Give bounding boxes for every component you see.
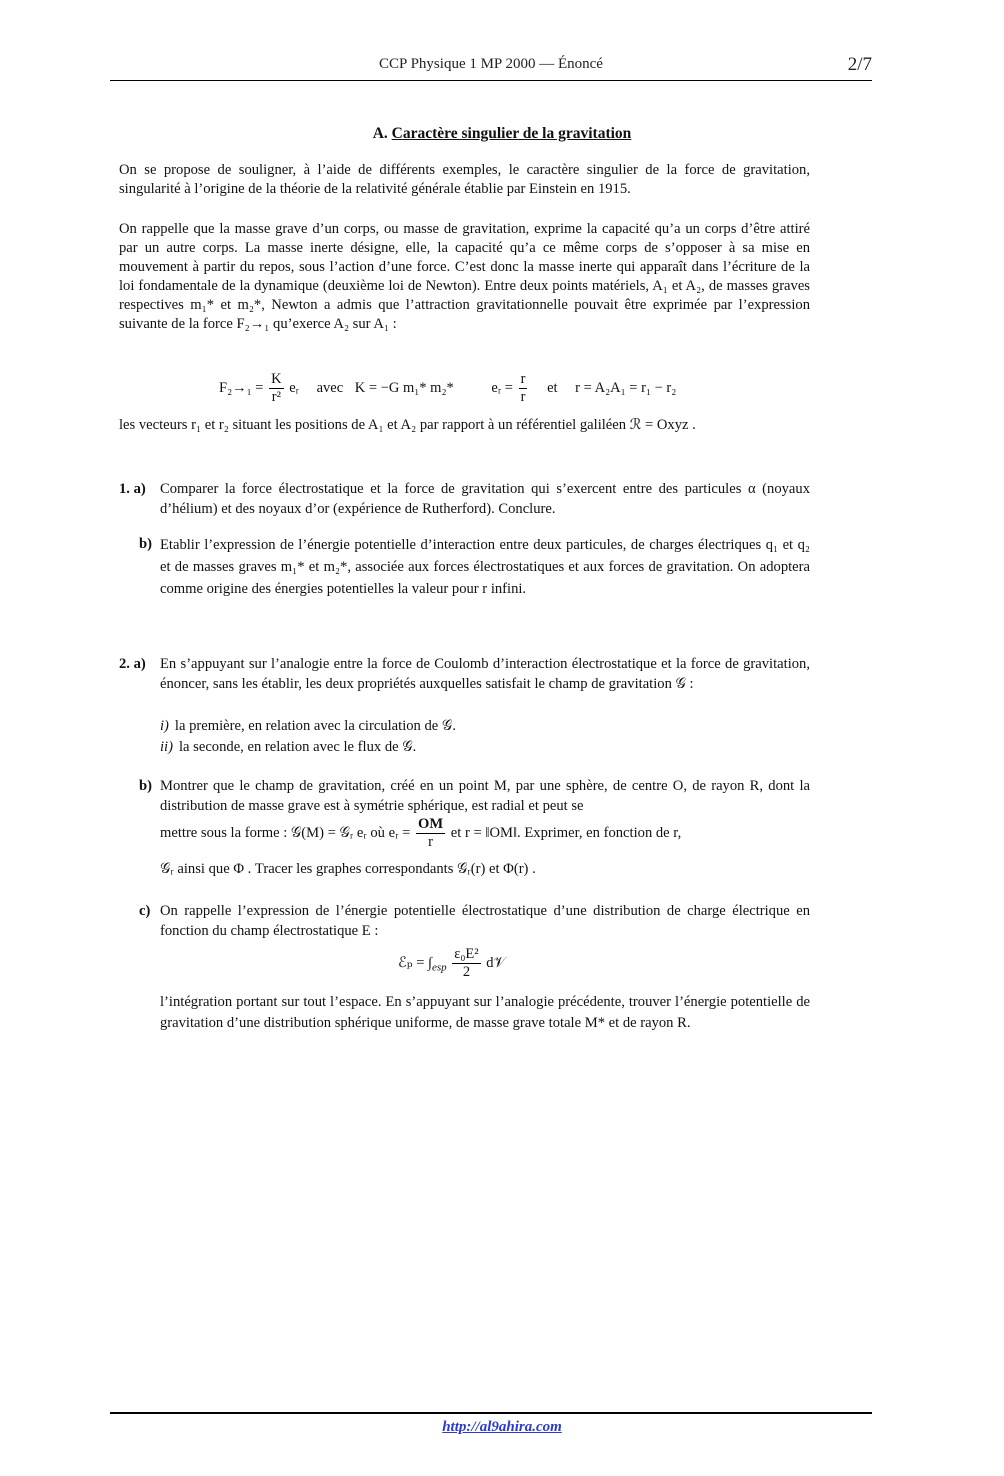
- question-2a-i: [160, 716, 456, 736]
- question-2c-label: c): [139, 903, 151, 919]
- intro-paragraph-2: On rappelle que la masse grave d’un corps, ou masse de gravitation, exprime la capacité qu’a un corps d’être attiré par un autre corps. La masse inerte désigne, elle, la capacité qu’a ce même corps de s’opposer à sa mise en mouvement à partir du repos, sous l’action d’une force. C’est donc la masse inerte qui apparaît dans l’écriture de la loi fondamentale de la dynamique (deuxième loi de Newton). Entre deux points matériels, A₁ et A₂, de masses graves respectives m₁* et m₂*, Newton a admis que l’attraction gravitationnelle pouvait être exprimée par l’expression suivante de la force F₂→₁ qu’exerce A₂ sur A₁ :: [119, 221, 810, 332]
- energy-eq-lhs: ℰₚ = ∫: [398, 954, 432, 971]
- eq-frac-num: K: [271, 371, 282, 387]
- question-1a-text: Comparer la force électrostatique et la force de gravitation qui s’exercent entre des particules α (noyaux d’hélium) et des noyaux d’or (expérience de Rutherford). Conclure.: [160, 481, 810, 517]
- energy-equation: [398, 946, 506, 981]
- section-title-text: Caractère singulier de la gravitation: [391, 125, 632, 142]
- eq-r-def: r = A₂A₁ = r₁ − r₂: [575, 379, 677, 396]
- intro-paragraph-3: les vecteurs r₁ et r₂ situant les positions de A₁ et A₂ par rapport à un référentiel galiléen ℛ = Oxyz .: [119, 417, 696, 433]
- footer-rule: [110, 1412, 872, 1414]
- page-header: [110, 54, 872, 81]
- question-2a-text: En s’appuyant sur l’analogie entre la force de Coulomb d’interaction électrostatique et la force de gravitation, énoncer, sans les établir, les deux propriétés auxquelles satisfait le champ de gravitation 𝒢 :: [160, 656, 810, 692]
- question-2b-label: b): [139, 778, 152, 794]
- eq-et: et: [547, 379, 558, 396]
- question-2a-ii-text: la seconde, en relation avec le flux de 𝒢.: [178, 739, 417, 755]
- question-2c-text-2: l’intégration portant sur tout l’espace. En s’appuyant sur l’analogie précédente, trouver l’énergie potentielle de gravitation d’une distribution sphérique uniforme, de masse grave totale M* et de rayon R.: [160, 994, 810, 1031]
- footer-link[interactable]: http://al9ahira.com: [442, 1419, 562, 1435]
- energy-eq-num: ε₀E²: [454, 946, 479, 962]
- newton-equation: [219, 371, 676, 406]
- eq-lhs: F₂→₁ =: [219, 379, 264, 396]
- eq-avec: avec: [316, 379, 344, 396]
- question-1b-text: Etablir l’expression de l’énergie potentielle d’interaction entre deux particules, de charges électriques q₁ et q₂ et de masses graves m₁* et m₂*, associée aux forces électrostatiques et aux forces de gravitation. On adoptera comme origine des énergies potentielles la valeur pour r infini.: [160, 537, 810, 597]
- section-letter: A.: [372, 125, 388, 142]
- question-2a-i-num: i): [160, 718, 169, 734]
- eq-er-num: r: [520, 371, 526, 387]
- question-2b-text-2a: mettre sous la forme : 𝒢(M) = 𝒢ᵣ eᵣ où eᵣ =: [160, 824, 411, 841]
- eq-er-lhs: eᵣ =: [491, 379, 513, 396]
- question-2b-text-2b: et r = ‖OM‖. Exprimer, en fonction de r,: [450, 824, 682, 841]
- energy-eq-fraction: [452, 946, 480, 981]
- question-2c-text-1: On rappelle l’expression de l’énergie potentielle électrostatique d’une distribution de charge électrique en fonction du champ électrostatique E :: [160, 903, 810, 939]
- question-2b-frac-den: r: [428, 834, 433, 850]
- energy-eq-sub: esp: [431, 961, 447, 974]
- eq-fraction-K: [269, 371, 283, 406]
- question-2b: [119, 776, 810, 816]
- question-2b-line-2: [160, 816, 681, 851]
- question-1a-label: 1. a): [119, 481, 146, 497]
- eq-er-den: r: [520, 389, 526, 405]
- energy-eq-den: 2: [462, 964, 471, 980]
- question-1b-label: b): [139, 536, 152, 552]
- eq-fraction-er: [519, 371, 528, 406]
- question-1a: [119, 479, 810, 519]
- eq-frac-den: r²: [271, 389, 281, 405]
- question-2b-fraction: [416, 816, 445, 851]
- eq-er: eᵣ: [289, 379, 299, 396]
- question-2a: [119, 654, 810, 694]
- question-2c: [119, 901, 810, 941]
- energy-eq-rhs: d𝒱: [486, 954, 506, 971]
- question-2a-label: 2. a): [119, 656, 146, 672]
- question-2b-text-3: 𝒢ᵣ ainsi que Φ . Tracer les graphes correspondants 𝒢ᵣ(r) et Φ(r) .: [160, 861, 536, 877]
- section-title: [0, 125, 1004, 143]
- page-number: 2/7: [847, 54, 872, 75]
- eq-K-def: K = −G m₁* m₂*: [354, 379, 454, 396]
- question-2b-text-1: Montrer que le champ de gravitation, créé en un point M, par une sphère, de centre O, de rayon R, dont la distribution de masse grave est à symétrie sphérique, est radial et peut se: [160, 778, 810, 814]
- question-2a-i-text: la première, en relation avec la circulation de 𝒢.: [174, 718, 456, 734]
- question-2b-frac-num: OM: [417, 816, 444, 832]
- question-2a-ii-num: ii): [160, 739, 173, 755]
- question-1b: [119, 534, 810, 600]
- intro-paragraph-1: On se propose de souligner, à l’aide de différents exemples, le caractère singulier de la force de gravitation, singularité à l’origine de la théorie de la relativité générale établie par Einstein en 1915.: [119, 162, 810, 197]
- header-title: CCP Physique 1 MP 2000 — Énoncé: [379, 56, 603, 72]
- question-2a-ii: [160, 737, 416, 757]
